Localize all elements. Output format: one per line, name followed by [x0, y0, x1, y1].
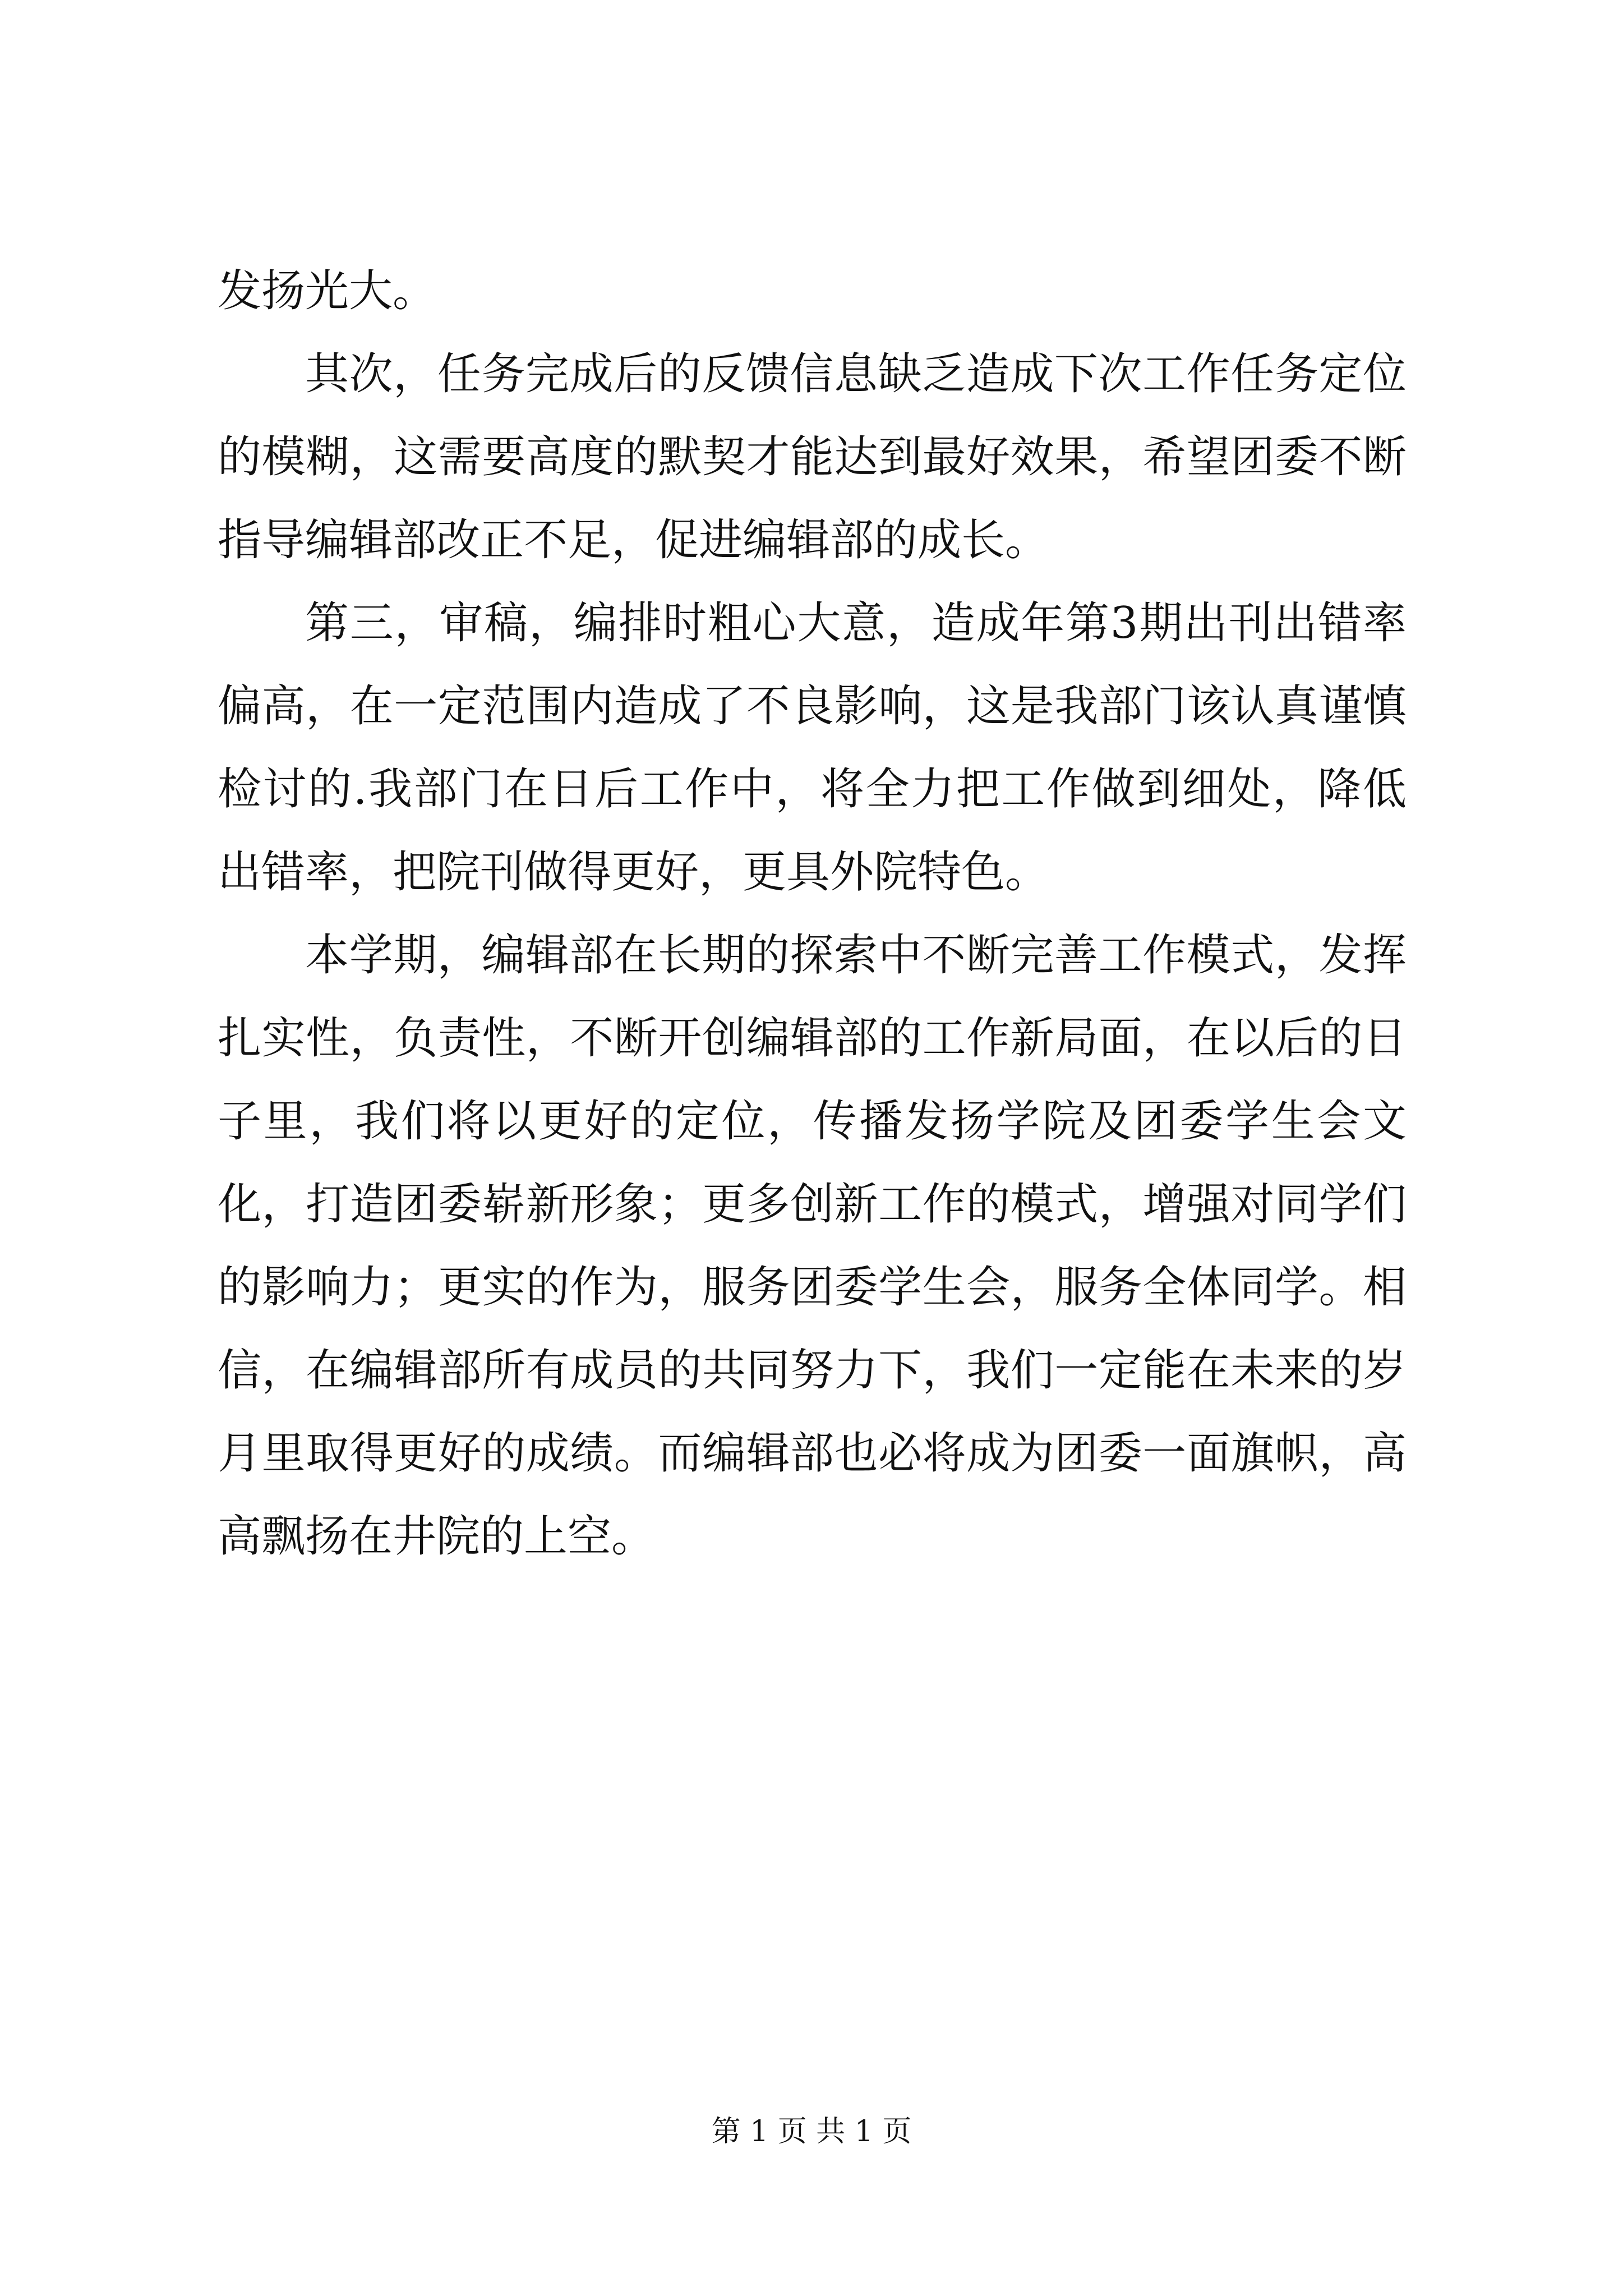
paragraph-summary: 本学期，编辑部在长期的探索中不断完善工作模式，发挥扎实性，负责性，不断开创编辑部的工作新局面，在以后的日子里，我们将以更好的定位，传播发扬学院及团委学生会文化，打造团委崭新形象；更多创新工作的模式，增强对同学们的影响力；更实的作为，服务团委学生会，服务全体同学。相信，在编辑部所有成员的共同努力下，我们一定能在未来的岁月里取得更好的成绩。而编辑部也必将成为团委一面旗帜，高高飘扬在井院的上空。 — [218, 930, 1407, 1562]
paragraph-feedback: 其次，任务完成后的反馈信息缺乏造成下次工作任务定位的模糊，这需要高度的默契才能达到最好效果，希望团委不断指导编辑部改正不足，促进编辑部的成长。 — [218, 349, 1407, 565]
page-footer: 第 1 页 共 1 页 — [711, 2115, 912, 2148]
document-body — [218, 250, 1407, 1578]
paragraph-review: 第三，审稿，编排时粗心大意，造成年第3期出刊出错率偏高，在一定范围内造成了不良影响，这是我部门该认真谨慎检讨的.我部门在日后工作中，将全力把工作做到细处，降低出错率，把院刊做得更好，更具外院特色。 — [218, 598, 1407, 898]
paragraph-continuation: 发扬光大。 — [218, 266, 437, 316]
